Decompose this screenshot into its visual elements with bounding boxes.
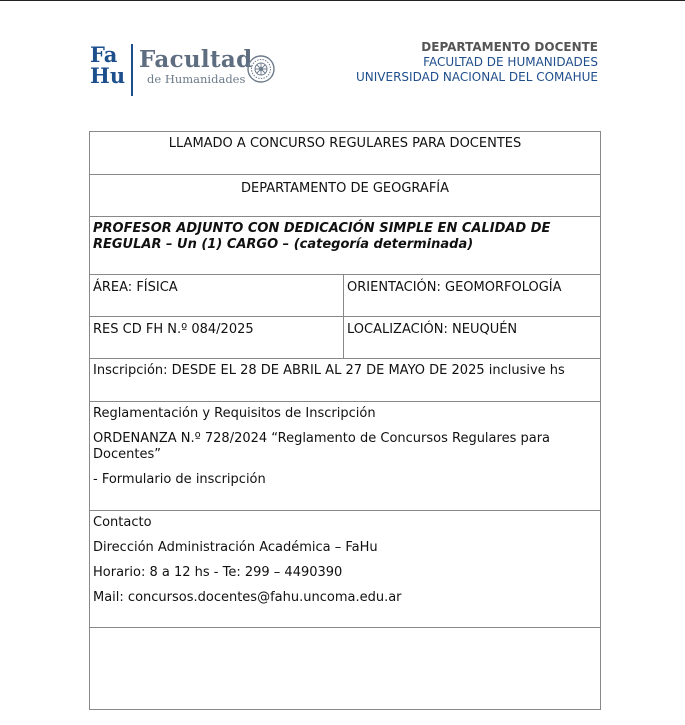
regulation-ordinance: ORDENANZA N.º 728/2024 “Reglamento de Concursos Regulares para Docentes” xyxy=(93,431,551,462)
seal-icon xyxy=(247,55,275,83)
logo-fa: Fa xyxy=(90,42,118,67)
regulation-title: Reglamentación y Requisitos de Inscripción xyxy=(93,406,376,421)
dept-line-2: FACULTAD DE HUMANIDADES xyxy=(423,55,598,69)
table-row-area xyxy=(90,275,600,317)
table-empty-row xyxy=(90,628,600,709)
contact-hours: Horario: 8 a 12 hs - Te: 299 – 4490390 xyxy=(93,565,343,580)
table-position: PROFESOR ADJUNTO CON DEDICACIÓN SIMPLE EN CALIDAD DE REGULAR – Un (1) CARGO – (categoría determinada) xyxy=(90,217,600,275)
contact-title: Contacto xyxy=(93,515,152,530)
regulation-form: - Formulario de inscripción xyxy=(93,472,266,487)
top-border-line xyxy=(0,0,685,1)
table-contact xyxy=(90,511,600,628)
announcement-table xyxy=(89,131,601,710)
logo-monogram xyxy=(90,44,128,86)
table-row-resolution xyxy=(90,317,600,359)
table-regulation xyxy=(90,402,600,511)
department-header xyxy=(356,40,598,85)
orientation-cell: ORIENTACIÓN: GEOMORFOLOGÍA xyxy=(347,280,562,295)
contact-office: Dirección Administración Académica – FaHu xyxy=(93,540,378,555)
area-cell: ÁREA: FÍSICA xyxy=(90,275,344,316)
dept-line-1: DEPARTAMENTO DOCENTE xyxy=(421,40,598,54)
logo-divider xyxy=(131,44,133,96)
logo-hu: Hu xyxy=(90,63,126,88)
contact-mail: Mail: concursos.docentes@fahu.uncoma.edu.ar xyxy=(93,590,402,605)
resolution-cell: RES CD FH N.º 084/2025 xyxy=(90,317,344,358)
table-title: LLAMADO A CONCURSO REGULARES PARA DOCENTES xyxy=(90,132,600,175)
logo-facultad: Facultad xyxy=(139,46,253,73)
dept-line-3: UNIVERSIDAD NACIONAL DEL COMAHUE xyxy=(356,70,598,84)
table-inscription: Inscripción: DESDE EL 28 DE ABRIL AL 27 DE MAYO DE 2025 inclusive hs xyxy=(90,359,600,402)
logo-humanidades: de Humanidades xyxy=(147,72,246,86)
table-department: DEPARTAMENTO DE GEOGRAFÍA xyxy=(90,175,600,217)
location-cell: LOCALIZACIÓN: NEUQUÉN xyxy=(347,322,518,337)
